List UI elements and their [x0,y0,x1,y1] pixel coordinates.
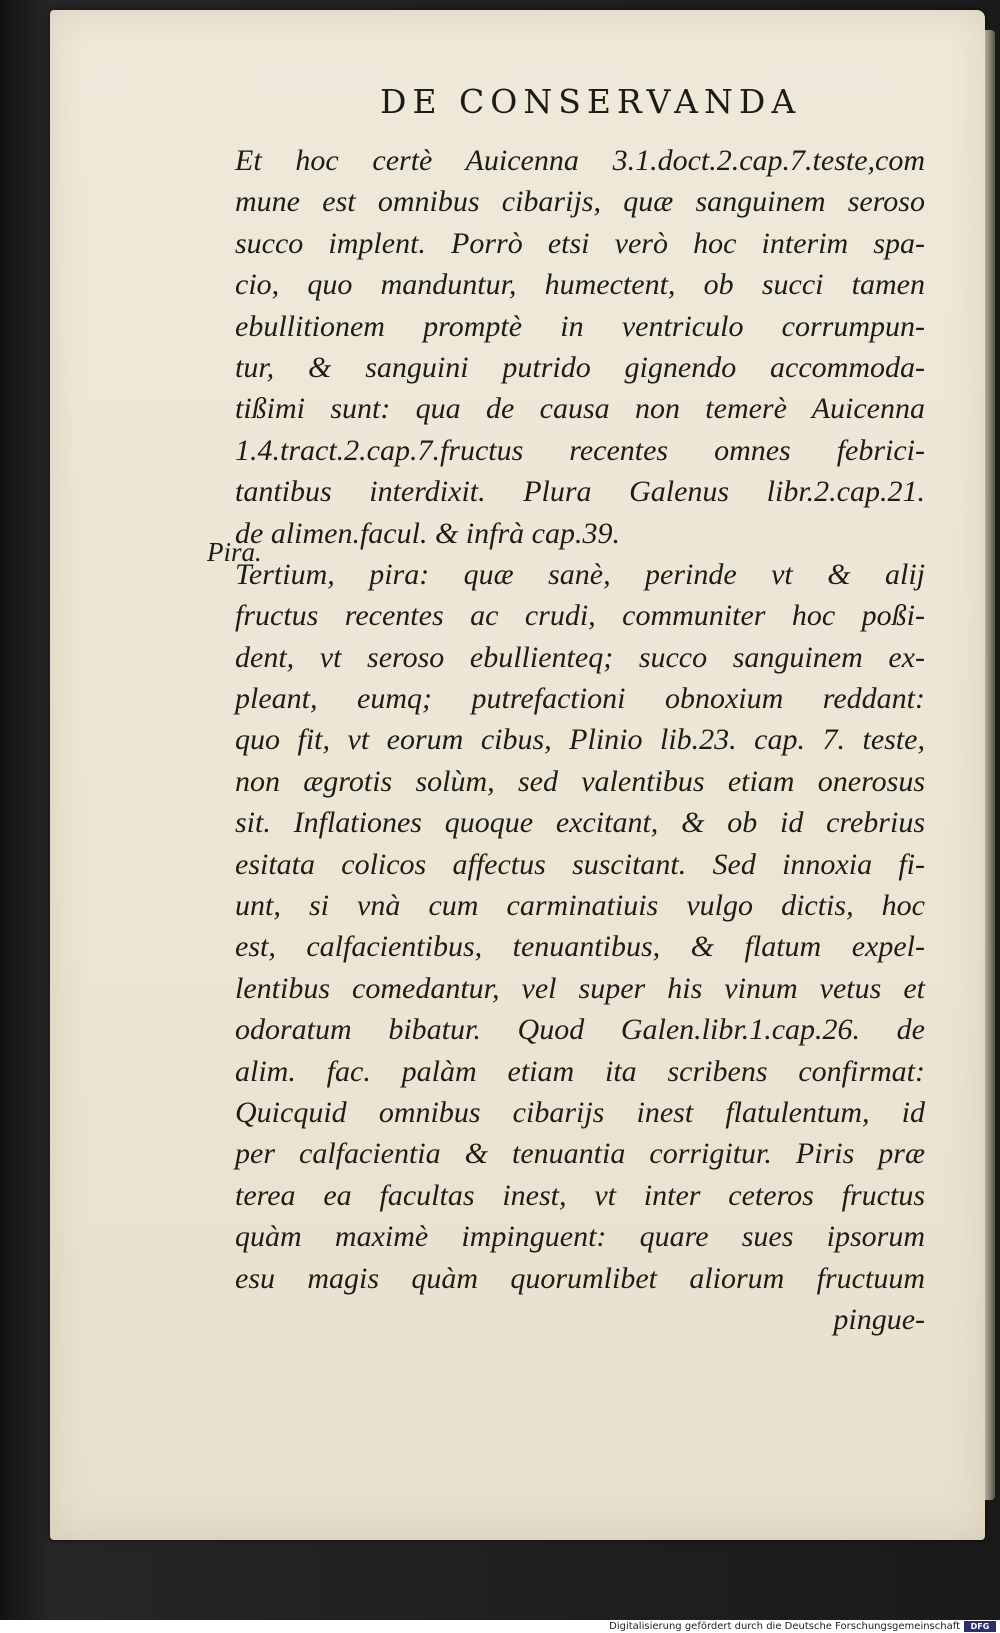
text-line: tur, & sanguini putrido gignendo accommoda- [235,350,925,384]
margin-note: Pira. [207,537,262,567]
text-line: 1.4.tract.2.cap.7.fructus recentes omnes febrici- [235,433,925,467]
text-line: odoratum bibatur. Quod Galen.libr.1.cap.26. de [235,1013,925,1047]
running-header: DE CONSERVANDA [380,82,802,121]
text-line: cio, quo manduntur, humectent, ob succi tamen [235,268,925,302]
footer-bar [0,1620,1000,1633]
text-line: Quicquid omnibus cibarijs inest flatulentum, id [235,1095,925,1129]
text-line: lentibus comedantur, vel super his vinum vetus et [235,971,925,1005]
page-edge [985,30,995,1500]
text-line: dent, vt seroso ebullienteq; succo sanguinem ex- [235,640,925,674]
text-line: esitata colicos affectus suscitant. Sed innoxia fi- [235,847,925,881]
text-line: de alimen.facul. & infrà cap.39. [235,516,620,550]
text-line: pleant, eumq; putrefactioni obnoxium reddant: [235,682,925,716]
text-line: fructus recentes ac crudi, communiter hoc poßi- [235,599,925,633]
text-block [235,140,925,1340]
text-line: ebullitionem promptè in ventriculo corrumpun- [235,309,925,343]
text-line: quo fit, vt eorum cibus, Plinio lib.23. cap. 7. teste, [235,723,925,757]
text-line: pingue- [833,1302,925,1336]
text-line: mune est omnibus cibarijs, quæ sanguinem seroso [235,185,925,219]
text-line: quàm maximè impinguent: quare sues ipsorum [235,1220,925,1254]
text-line: Tertium, pira: quæ sanè, perinde vt & alij [235,557,925,591]
text-line: unt, si vnà cum carminatiuis vulgo dictis, hoc [235,889,925,923]
text-line: succo implent. Porrò etsi verò hoc interim spa- [235,226,925,260]
text-line: terea ea facultas inest, vt inter ceteros fructus [235,1178,925,1212]
text-line: tantibus interdixit. Plura Galenus libr.2.cap.21. [235,475,925,509]
text-line: per calfacientia & tenuantia corrigitur. Piris præ [235,1137,925,1171]
dfg-logo: DFG [964,1621,996,1632]
text-line: sit. Inflationes quoque excitant, & ob id crebrius [235,806,925,840]
text-line: alim. fac. palàm etiam ita scribens confirmat: [235,1054,925,1088]
text-line: Et hoc certè Auicenna 3.1.doct.2.cap.7.teste,com [235,144,925,177]
text-line: est, calfacientibus, tenuantibus, & flatum expel- [235,930,925,964]
text-line: tißimi sunt: qua de causa non temerè Auicenna [235,392,925,426]
text-line: esu magis quàm quorumlibet aliorum fructuum [235,1261,925,1295]
footer-credit: Digitalisierung gefördert durch die Deutsche Forschungsgemeinschaft [609,1621,960,1632]
text-line: non ægrotis solùm, sed valentibus etiam onerosus [235,764,925,798]
